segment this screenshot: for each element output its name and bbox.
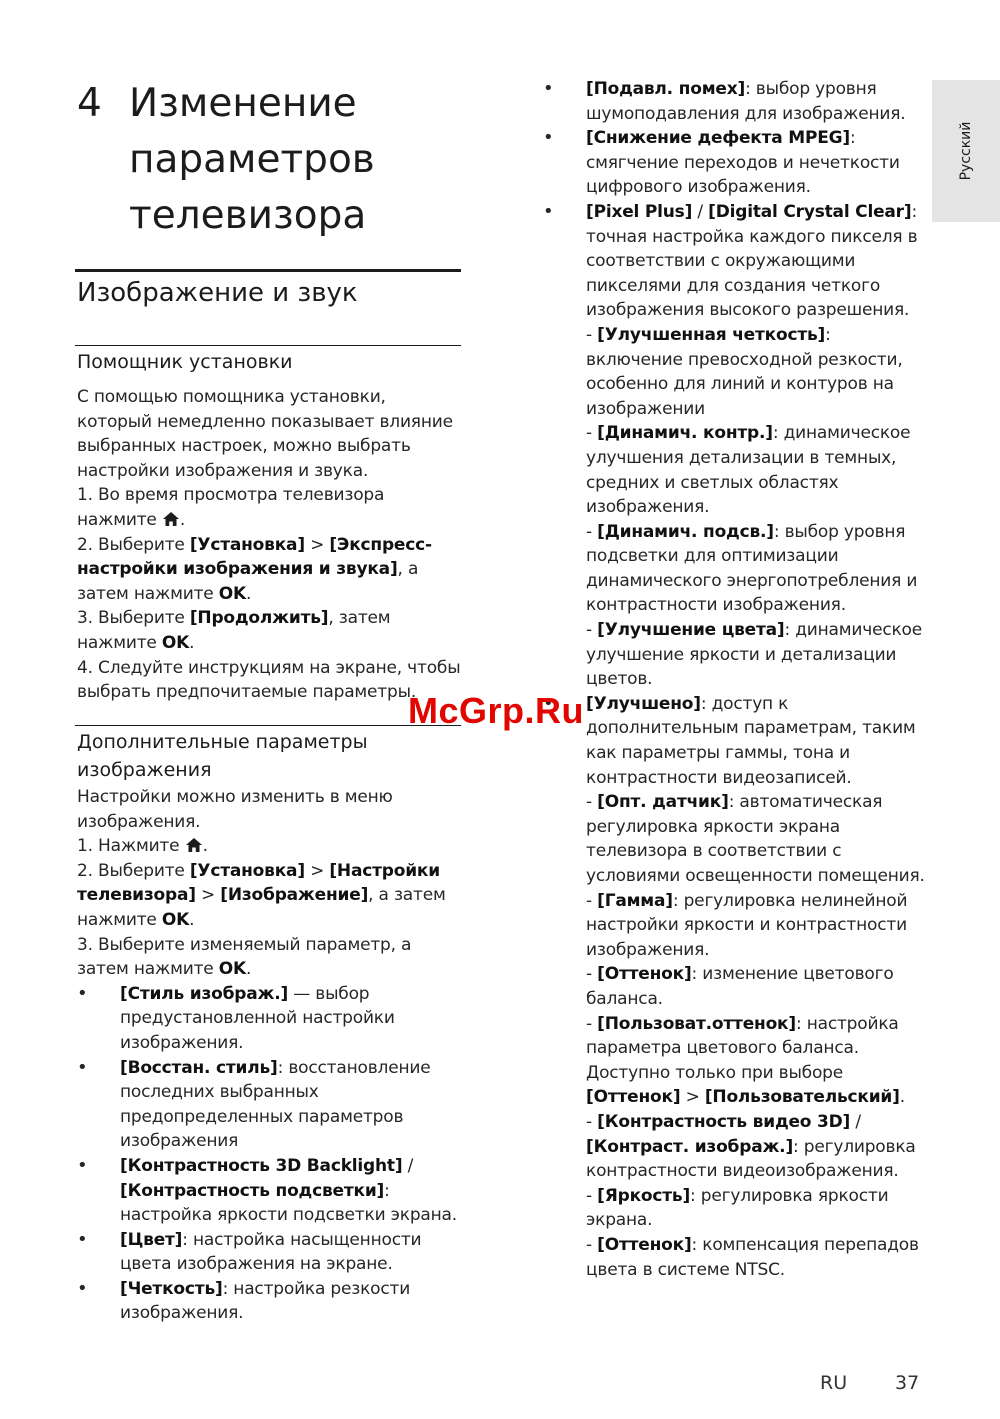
sub-item: - [Пользоват.оттенок]: настройка параметра цветового баланса. Доступно только при выборе [Оттенок] > [Пользовательский]. [586,1013,905,1108]
assistant-step-1: 1. Во время просмотра телевизора нажмите . [77,485,385,530]
footer-language: RU [820,1372,848,1394]
advanced-step-2: 2. Выберите [Установка] > [Настройки телевизора] > [Изображение], а затем нажмите OK. [77,860,446,930]
sub-item: - [Оттенок]: изменение цветового баланса. [586,964,894,1009]
chapter-number: 4 [77,81,102,126]
home-icon [163,512,179,526]
sub-item: - [Контрастность видео 3D] / [Контраст. изображ.]: регулировка контрастности видеоизображения. [586,1111,916,1182]
list-item: • [Снижение дефекта MPEG]: смягчение переходов и нечеткости цифрового изображения. [543,126,928,200]
section-rule [75,269,461,272]
assistant-text [77,385,463,705]
advanced-heading: Дополнительные параметры изображения [77,731,368,781]
list-item: • [Pixel Plus] / [Digital Crystal Clear]: точная настройка каждого пикселя в соответствии с окружающими пикселями для создания четкого изображения высокого разрешения. - [Улучшенная четкость]: включение превосходной резкости, особенно для линий и контуров на изображении - [Динамич. контр.]: динамическое улучшения детализации в темных, средних и светлых областях изображения. - [Динамич. подсв.]: выбор уровня подсветки для оптимизации динамического энергопотребления и контрастности изображения. - [Улучшение цвета]: динамическое улучшение яркости и детализации цветов. [543,200,928,692]
subsection-rule [75,345,461,346]
advanced-step-1: 1. Нажмите . [77,836,208,857]
list-item: • [Улучшено]: доступ к дополнительным параметрам, таким как параметры гаммы, тона и контрастности видеозаписей. - [Опт. датчик]: автоматическая регулировка яркости экрана телевизора в соответствии с условиями освещенности помещения. - [Гамма]: регулировка нелинейной настройки яркости и контрастности изображения. - [Оттенок]: изменение цветового баланса. - [Пользоват.оттенок]: настройка параметра цветового баланса. Доступно только при выборе [Оттенок] > [Пользовательский]. - [Контрастность видео 3D] / [Контраст. изображ.]: регулировка контрастности видеоизображения. - [Яркость]: регулировка яркости экрана. - [Оттенок]: компенсация перепадов цвета в системе NTSC. [543,692,928,1282]
list-item: • [Стиль изображ.] — выбор предустановленной настройки изображения. [77,982,463,1056]
watermark: McGrp.Ru [408,690,585,731]
list-item: • [Цвет]: настройка насыщенности цвета изображения на экране. [77,1228,463,1277]
list-item: • [Подавл. помех]: выбор уровня шумоподавления для изображения. [543,77,928,126]
assistant-step-2: 2. Выберите [Установка] > [Экспресс-настройки изображения и звука], а затем нажмите OK. [77,534,432,604]
chapter-title-text: Изменение параметров телевизора [129,81,375,238]
home-icon [186,838,202,852]
list-item: • [Контрастность 3D Backlight] / [Контрастность подсветки]: настройка яркости подсветки экрана. [77,1154,463,1228]
sub-item: - [Динамич. контр.]: динамическое улучшения детализации в темных, средних и светлых областях изображения. [586,423,911,518]
sub-item: - [Гамма]: регулировка нелинейной настройки яркости и контрастности изображения. [586,890,908,960]
language-tab-label: Русский [958,121,974,181]
advanced-intro: Настройки можно изменить в меню изображения. [77,787,393,832]
list-item: • [Восстан. стиль]: восстановление последних выбранных предопределенных параметров изображения [77,1056,463,1154]
assistant-step-4: 4. Следуйте инструкциям на экране, чтобы выбрать предпочитаемые параметры. [77,657,461,703]
page-number: 37 [895,1372,920,1394]
assistant-heading: Помощник установки [77,351,293,373]
sub-item: - [Опт. датчик]: автоматическая регулировка яркости экрана телевизора в соответствии с условиями освещенности помещения. [586,792,925,886]
list-item: • [Четкость]: настройка резкости изображения. [77,1277,463,1326]
sub-item: - [Улучшенная четкость]: включение превосходной резкости, особенно для линий и контуров на изображении [586,324,903,419]
sub-item: - [Яркость]: регулировка яркости экрана. [586,1185,889,1231]
sub-item: - [Оттенок]: компенсация перепадов цвета в системе NTSC. [586,1234,919,1280]
assistant-intro: С помощью помощника установки, который немедленно показывает влияние выбранных настроек, можно выбрать настройки изображения и звука. [77,387,453,481]
sub-item: - [Динамич. подсв.]: выбор уровня подсветки для оптимизации динамического энергопотребления и контрастности изображения. [586,521,918,616]
assistant-step-3: 3. Выберите [Продолжить], затем нажмите OK. [77,608,391,653]
advanced-text [77,785,463,1326]
sub-item: - [Улучшение цвета]: динамическое улучшение яркости и детализации цветов. [586,620,923,690]
advanced-step-3: 3. Выберите изменяемый параметр, а затем нажмите OK. [77,934,412,980]
section-title: Изображение и звук [77,278,358,308]
language-tab [932,80,1000,222]
right-column [543,77,928,1282]
subsection-rule-2 [75,725,461,726]
